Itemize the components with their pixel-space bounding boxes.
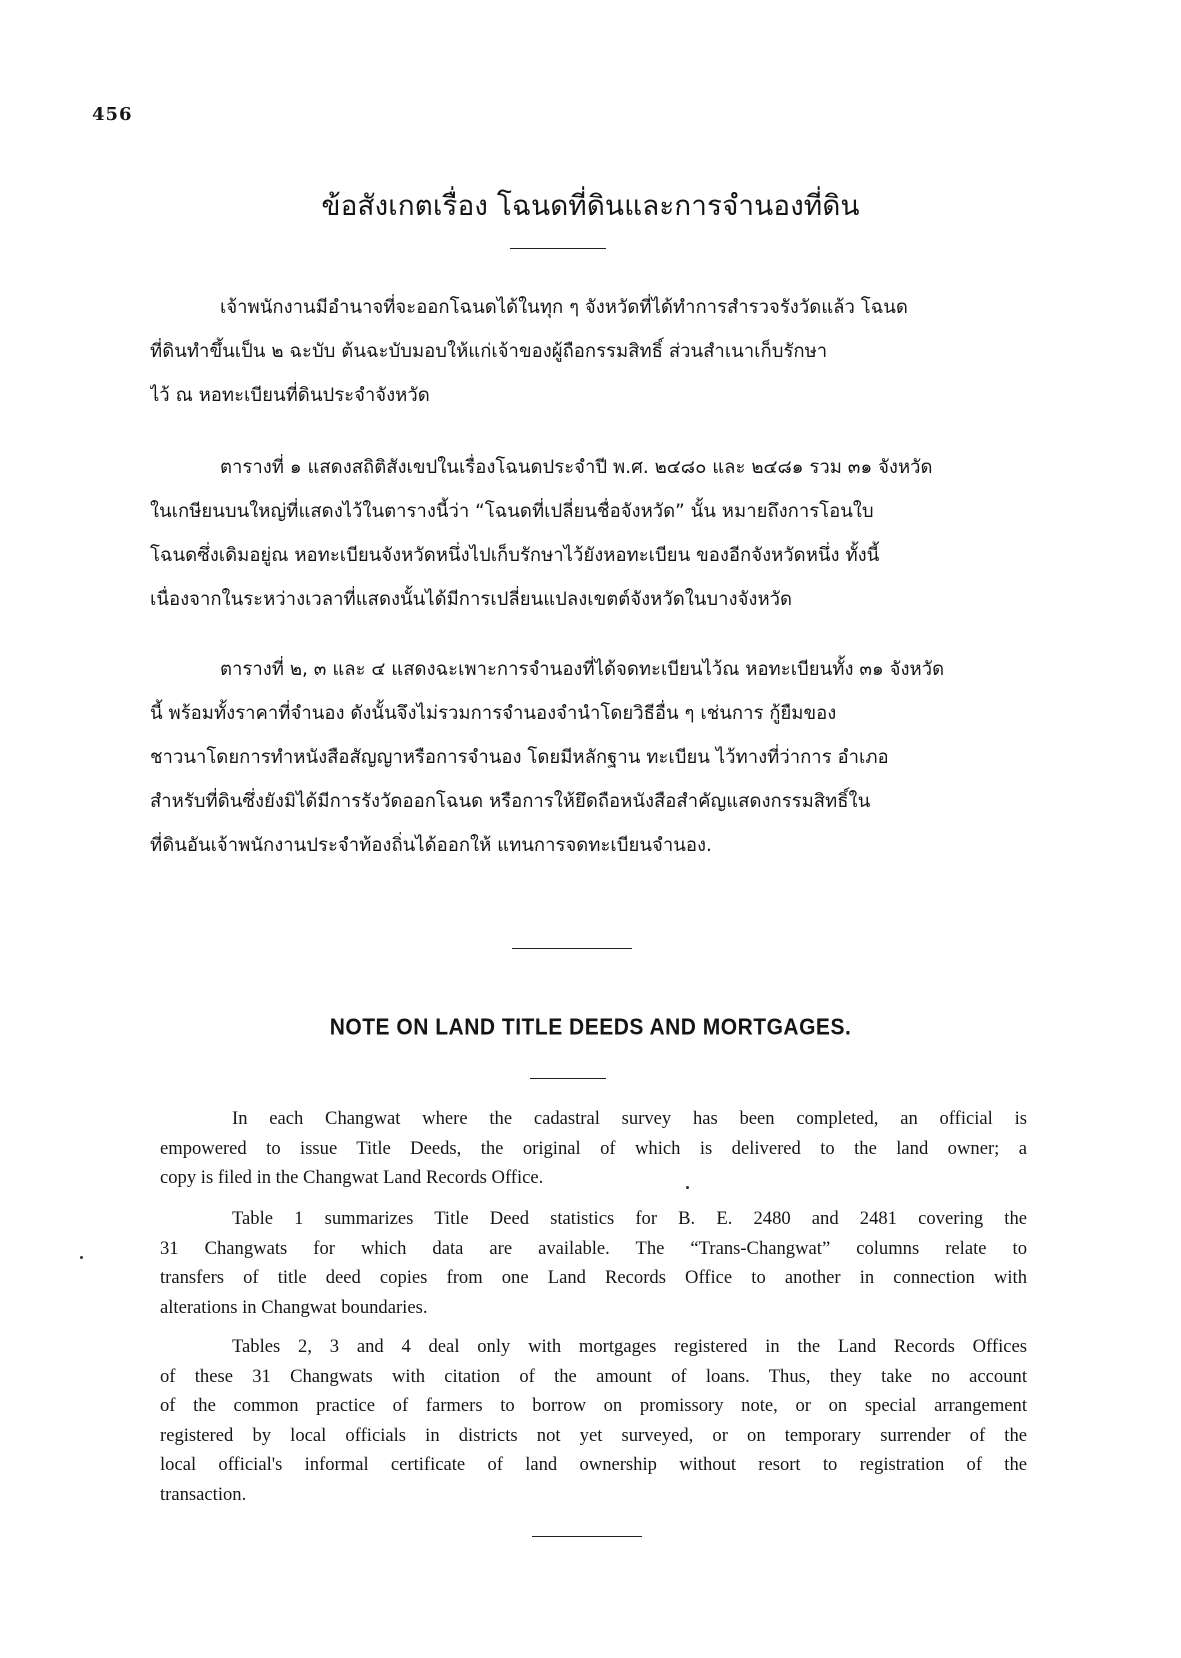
thai-paragraph [150,286,1032,418]
text-line: ตารางที่ ๒, ๓ และ ๔ แสดงฉะเพาะการจำนองที่ได้จดทะเบียนไว้ณ หอทะเบียนทั้ง ๓๑ จังหวัด [220,659,945,680]
page-number: 456 [92,104,133,125]
divider [510,248,606,249]
divider [512,948,632,949]
text-line: of the common practice of farmers to borrow on promissory note, or on special arrangement [160,1395,1027,1416]
text-line: โฉนดซึ่งเดิมอยู่ณ หอทะเบียนจังหวัดหนึ่งไปเก็บรักษาไว้ยังหอทะเบียน ของอีกจังหวัดหนึ่ง ทั้งนี้ [150,545,880,566]
text-line: ไว้ ณ หอทะเบียนที่ดินประจำจังหวัด [150,385,430,406]
text-line: In each Changwat where the cadastral survey has been completed, an official is [232,1108,1027,1129]
text-line: 31 Changwats for which data are available. The “Trans-Changwat” columns relate to [160,1237,1027,1259]
text-line: registered by local officials in districts not yet surveyed, or on temporary surrender of the [160,1424,1027,1446]
text-line: สำหรับที่ดินซึ่งยังมิได้มีการรังวัดออกโฉนด หรือการให้ยึดถือหนังสือสำคัญแสดงกรรมสิทธิ์ใน [150,791,871,812]
text-line: copy is filed in the Changwat Land Records Office. [160,1167,544,1188]
thai-paragraph [150,446,1032,622]
text-line: transaction. [160,1483,247,1505]
text-line: of these 31 Changwats with citation of the amount of loans. Thus, they take no account [160,1365,1027,1387]
thai-paragraph [150,648,1032,868]
text-line: alterations in Changwat boundaries. [160,1296,428,1318]
divider [530,1078,606,1079]
text-line: ตารางที่ ๑ แสดงสถิติสังเขปในเรื่องโฉนดประจำปี พ.ศ. ๒๔๘๐ และ ๒๔๘๑ รวม ๓๑ จังหวัด [220,457,933,478]
text-line: ที่ดินทำขึ้นเป็น ๒ ฉะบับ ต้นฉะบับมอบให้แก่เจ้าของผู้ถือกรรมสิทธิ์ ส่วนสำเนาเก็บรักษา [150,341,828,362]
text-line: local official's informal certificate of land ownership without resort to registration of the [160,1454,1027,1475]
text-line: นี้ พร้อมทั้งราคาที่จำนอง ดังนั้นจึงไม่รวมการจำนองจำนำโดยวิธีอื่น ๆ เช่นการ กู้ยืมของ [150,703,837,724]
text-line: Table 1 summarizes Title Deed statistics for B. E. 2480 and 2481 covering the [232,1208,1027,1229]
text-line: empowered to issue Title Deeds, the original of which is delivered to the land owner; a [160,1137,1027,1159]
scan-speck [686,1186,689,1189]
text-line: ในเกษียนบนใหญ่ที่แสดงไว้ในตารางนี้ว่า “โฉนดที่เปลี่ยนชื่อจังหวัด” นั้น หมายถึงการโอนใบ [150,501,874,522]
english-paragraph [160,1204,1027,1322]
text-line: เนื่องจากในระหว่างเวลาที่แสดงนั้นได้มีการเปลี่ยนแปลงเขตต์จังหวัดในบางจังหวัด [150,589,793,610]
text-line: เจ้าพนักงานมีอำนาจที่จะออกโฉนดได้ในทุก ๆ จังหวัดที่ได้ทำการสำรวจรังวัดแล้ว โฉนด [220,297,908,318]
divider [532,1536,642,1537]
english-paragraph [160,1332,1027,1509]
english-paragraph [160,1104,1027,1193]
text-line: ชาวนาโดยการทำหนังสือสัญญาหรือการจำนอง โดยมีหลักฐาน ทะเบียน ไว้ทางที่ว่าการ อำเภอ [150,747,889,768]
text-line: ที่ดินอันเจ้าพนักงานประจำท้องถิ่นได้ออกให้ แทนการจดทะเบียนจำนอง. [150,835,712,856]
text-line: Tables 2, 3 and 4 deal only with mortgages registered in the Land Records Offices [232,1336,1027,1357]
thai-section-title: ข้อสังเกตเรื่อง โฉนดที่ดินและการจำนองที่ดิน [321,189,860,222]
text-line: transfers of title deed copies from one Land Records Office to another in connection with [160,1267,1027,1288]
english-section-title: NOTE ON LAND TITLE DEEDS AND MORTGAGES. [329,1014,852,1041]
scan-speck [80,1256,83,1259]
